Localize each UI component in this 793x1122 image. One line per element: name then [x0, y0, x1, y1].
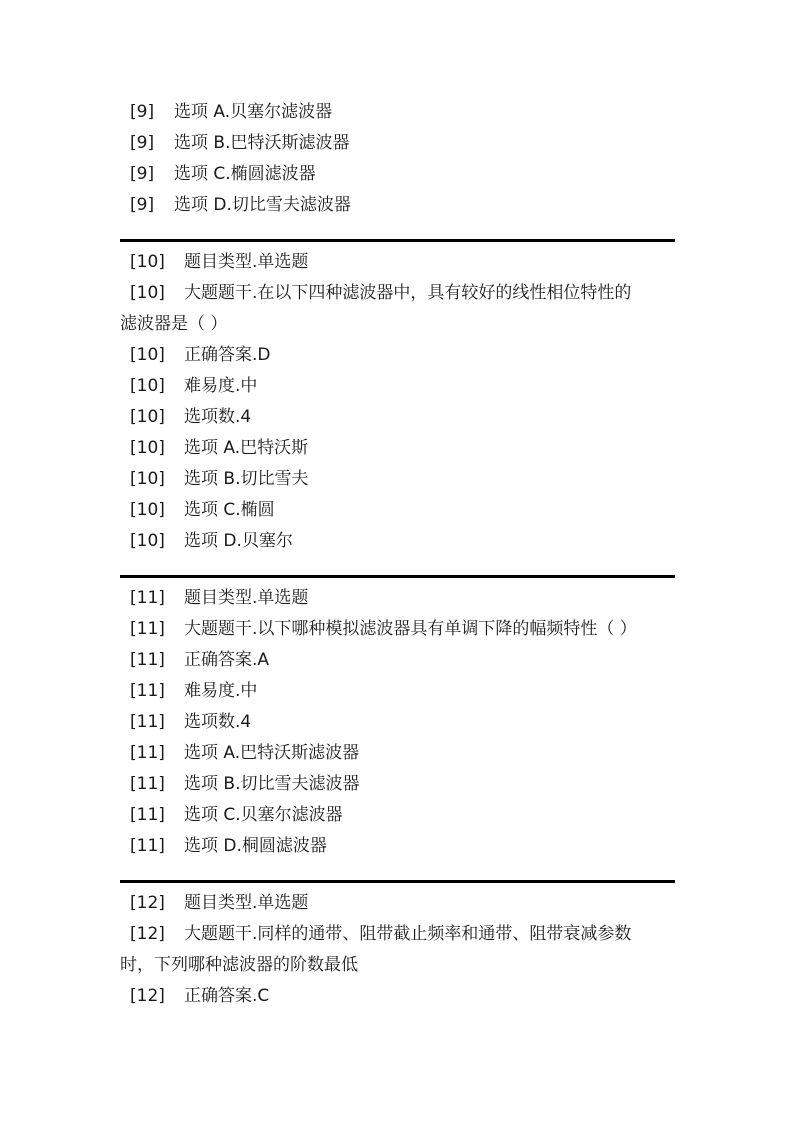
question-tag: [11]: [130, 805, 165, 825]
question-tag: [12]: [130, 986, 165, 1006]
question-tag: [10]: [130, 252, 165, 272]
question-tag: [11]: [130, 588, 165, 608]
list-item: [120, 97, 675, 128]
list-item: [120, 128, 675, 159]
option-b: 选项 B.巴特沃斯滤波器: [174, 133, 350, 153]
option-b: 选项 B.切比雪夫: [184, 469, 309, 489]
question-tag: [11]: [130, 774, 165, 794]
question-10: [120, 247, 675, 557]
question-tag: [10]: [130, 531, 165, 551]
question-tag: [12]: [130, 924, 165, 944]
question-tag: [10]: [130, 376, 165, 396]
page-content: [120, 97, 675, 1012]
option-count: 选项数.4: [184, 712, 252, 732]
question-tag: [9]: [130, 164, 155, 184]
question-12: [120, 888, 675, 1012]
question-tag: [11]: [130, 712, 165, 732]
question-11: [120, 583, 675, 862]
option-a: 选项 A.贝塞尔滤波器: [174, 102, 333, 122]
question-stem-continued: 时，下列哪种滤波器的阶数最低: [120, 955, 358, 975]
question-tag: [12]: [130, 893, 165, 913]
option-a: 选项 A.巴特沃斯: [184, 438, 309, 458]
option-d: 选项 D.桐圆滤波器: [184, 836, 327, 856]
question-tag: [10]: [130, 469, 165, 489]
question-type: 题目类型.单选题: [184, 252, 309, 272]
correct-answer: 正确答案.A: [184, 650, 270, 670]
question-tag: [9]: [130, 102, 155, 122]
question-stem: 大题题干.以下哪种模拟滤波器具有单调下降的幅频特性（ ）: [184, 619, 637, 639]
question-tag: [10]: [130, 438, 165, 458]
question-tag: [11]: [130, 619, 165, 639]
question-tag: [10]: [130, 283, 165, 303]
question-type: 题目类型.单选题: [184, 588, 309, 608]
option-b: 选项 B.切比雪夫滤波器: [184, 774, 360, 794]
question-tag: [11]: [130, 650, 165, 670]
question-tag: [10]: [130, 407, 165, 427]
option-c: 选项 C.贝塞尔滤波器: [184, 805, 343, 825]
list-item: [120, 190, 675, 221]
list-item: [120, 159, 675, 190]
question-tag: [11]: [130, 743, 165, 763]
difficulty: 难易度.中: [184, 376, 258, 396]
option-c: 选项 C.椭圆滤波器: [174, 164, 316, 184]
question-tag: [10]: [130, 345, 165, 365]
question-stem: 大题题干.同样的通带、阻带截止频率和通带、阻带衰减参数: [184, 924, 632, 944]
question-stem-continued: 滤波器是（ ）: [120, 314, 228, 334]
question-tag: [10]: [130, 500, 165, 520]
option-count: 选项数.4: [184, 407, 252, 427]
question-type: 题目类型.单选题: [184, 893, 309, 913]
question-tag: [9]: [130, 133, 155, 153]
question-tag: [9]: [130, 195, 155, 215]
difficulty: 难易度.中: [184, 681, 258, 701]
option-a: 选项 A.巴特沃斯滤波器: [184, 743, 360, 763]
question-stem: 大题题干.在以下四种滤波器中，具有较好的线性相位特性的: [184, 283, 632, 303]
correct-answer: 正确答案.C: [184, 986, 270, 1006]
question-9-options: [120, 97, 675, 221]
option-d: 选项 D.贝塞尔: [184, 531, 293, 551]
question-tag: [11]: [130, 681, 165, 701]
option-c: 选项 C.椭圆: [184, 500, 275, 520]
question-tag: [11]: [130, 836, 165, 856]
option-d: 选项 D.切比雪夫滤波器: [174, 195, 351, 215]
correct-answer: 正确答案.D: [184, 345, 271, 365]
